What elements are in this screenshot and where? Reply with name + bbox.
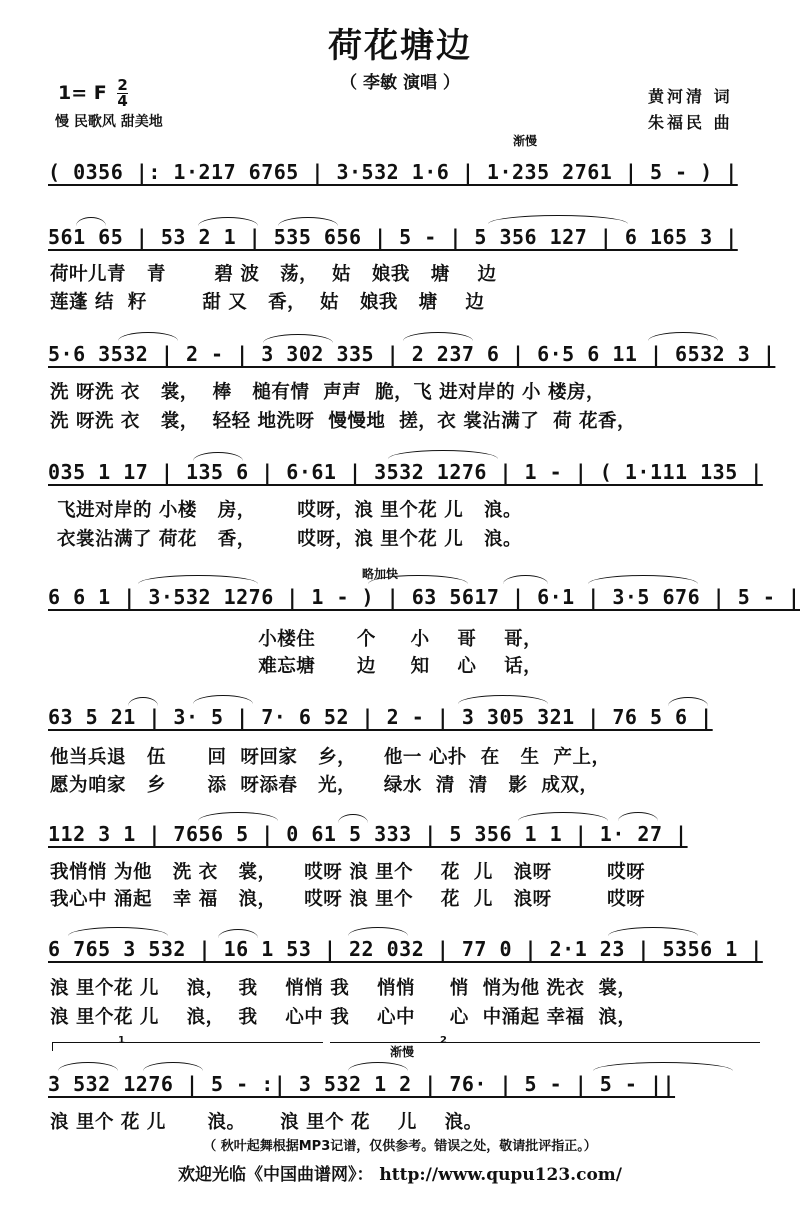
slur (143, 1062, 203, 1071)
volta-number-2: 2 (440, 1035, 447, 1046)
slur (348, 927, 408, 936)
tempo-mark-slowing: 渐慢 (513, 134, 538, 148)
slur (608, 927, 698, 936)
website-link[interactable]: 欢迎光临《中国曲谱网》： http://www.qupu123.com/ (178, 1165, 622, 1185)
lyrics-verse-2: 难忘塘 边 知 心 话， (50, 656, 543, 677)
slur (458, 695, 548, 704)
lyrics-verse-2: 衣裳沾满了 荷花 香， 哎呀，浪 里个花 儿 浪。 (50, 529, 523, 550)
score-line-3 (48, 342, 776, 382)
notation-line: 3 532 1276 | 5 - :| 3 532 1 2 | 76· | 5 - | 5 - || (48, 1072, 676, 1096)
slur (618, 812, 658, 821)
score-line-7 (48, 822, 768, 862)
transcriber-note: （ 秋叶起舞根据MP3记谱，仅供参考。错误之处，敬请批评指正。） (203, 1139, 597, 1154)
lyrics-verse-1: 小楼住 个 小 哥 哥， (50, 629, 543, 650)
singer-credit: （ 李敏 演唱 ） (340, 73, 460, 93)
slur (348, 1062, 408, 1071)
slur (588, 575, 698, 584)
lyrics-verse-1: 浪 里个 花 儿 浪。 浪 里个 花 儿 浪。 (50, 1112, 483, 1133)
time-bottom: 4 (117, 92, 128, 110)
notation-line: 6 6 1 | 3·532 1276 | 1 - ) | 63 5617 | 6·1 | 3·5 676 | 5 - | (48, 585, 800, 609)
notation-line: ( 0356 |: 1·217 6765 | 3·532 1·6 | 1·235 2761 | 5 - ) | (48, 160, 738, 184)
lyrics-verse-1: 飞进对岸的 小楼 房， 哎呀，浪 里个花 儿 浪。 (50, 500, 523, 521)
volta-number-1: 1 (118, 1035, 125, 1046)
volta-bracket-1 (52, 1042, 323, 1051)
song-title: 荷花塘边 (328, 26, 472, 66)
lyrics-verse-1: 浪 里个花 儿 浪， 我 悄悄 我 悄悄 悄 悄为他 洗衣 裳， (50, 978, 637, 999)
slur (403, 332, 473, 341)
slur (58, 1062, 118, 1071)
notation-line: 035 1 17 | 135 6 | 6·61 | 3532 1276 | 1 - | ( 1·111 135 | (48, 460, 763, 484)
slur (593, 1062, 733, 1071)
slur (518, 812, 608, 821)
slur (68, 927, 168, 936)
score-line-2 (48, 225, 768, 265)
slur (198, 812, 278, 821)
lyrics-verse-1: 洗 呀洗 衣 裳， 棒 槌有情 声声 脆，飞 进对岸的 小 楼房， (50, 382, 605, 403)
lyricist: 黄河清 词 (648, 87, 733, 106)
slur (503, 575, 548, 584)
notation-line: 112 3 1 | 7656 5 | 0 61 5 333 | 5 356 1 1 | 1· 27 | (48, 822, 688, 846)
time-signature (117, 78, 127, 109)
score-line-6 (48, 705, 768, 745)
lyrics-verse-2: 浪 里个花 儿 浪， 我 心中 我 心中 心 中涌起 幸福 浪， (50, 1007, 637, 1028)
lyrics-verse-2: 我心中 涌起 幸 福 浪， 哎呀 浪 里个 花 儿 浪呀 哎呀 (50, 889, 646, 910)
notation-line: 63 5 21 | 3· 5 | 7· 6 52 | 2 - | 3 305 321 | 76 5 6 | (48, 705, 713, 729)
score-line-1 (48, 160, 768, 200)
notation-line: 6 765 3 532 | 16 1 53 | 22 032 | 77 0 | 2·1 23 | 5356 1 | (48, 937, 763, 961)
score-line-8 (48, 937, 768, 977)
score-line-4 (48, 460, 768, 500)
composer: 朱福民 曲 (648, 113, 733, 132)
slur (138, 575, 258, 584)
lyrics-verse-2: 莲蓬 结 籽 甜 又 香， 姑 娘我 塘 边 (50, 292, 485, 313)
score-line-9 (48, 1072, 768, 1112)
slur (193, 695, 253, 704)
slur (648, 332, 718, 341)
tempo-mark-faster: 略加快 (362, 567, 399, 581)
key-label: 1= F (58, 82, 107, 104)
tempo-mark-slowing-end: 渐慢 (390, 1045, 415, 1059)
slur (388, 450, 498, 459)
lyrics-verse-1: 他当兵退 伍 回 呀回家 乡， 他一 心扑 在 生 产上， (50, 747, 611, 768)
lyrics-verse-1: 我悄悄 为他 洗 衣 裳， 哎呀 浪 里个 花 儿 浪呀 哎呀 (50, 862, 646, 883)
lyrics-verse-1: 荷叶儿青 青 碧 波 荡， 姑 娘我 塘 边 (50, 264, 497, 285)
score-line-5 (48, 585, 800, 625)
time-top: 2 (117, 76, 128, 94)
tempo-style: 慢 民歌风 甜美地 (55, 114, 163, 130)
notation-line: 5·6 3532 | 2 - | 3 302 335 | 2 237 6 | 6·5 6 11 | 6532 3 | (48, 342, 776, 366)
key-signature (58, 78, 128, 109)
lyrics-verse-2: 愿为咱家 乡 添 呀添春 光， 绿水 清 清 影 成双， (50, 775, 599, 796)
volta-bracket-2 (330, 1042, 760, 1051)
notation-line: 561 65 | 53 2 1 | 535 656 | 5 - | 5 356 127 | 6 165 3 | (48, 225, 738, 249)
slur (488, 215, 628, 224)
lyrics-verse-2: 洗 呀洗 衣 裳， 轻轻 地洗呀 慢慢地 搓，衣 裳沾满了 荷 花香， (50, 411, 637, 432)
slur (118, 332, 178, 341)
